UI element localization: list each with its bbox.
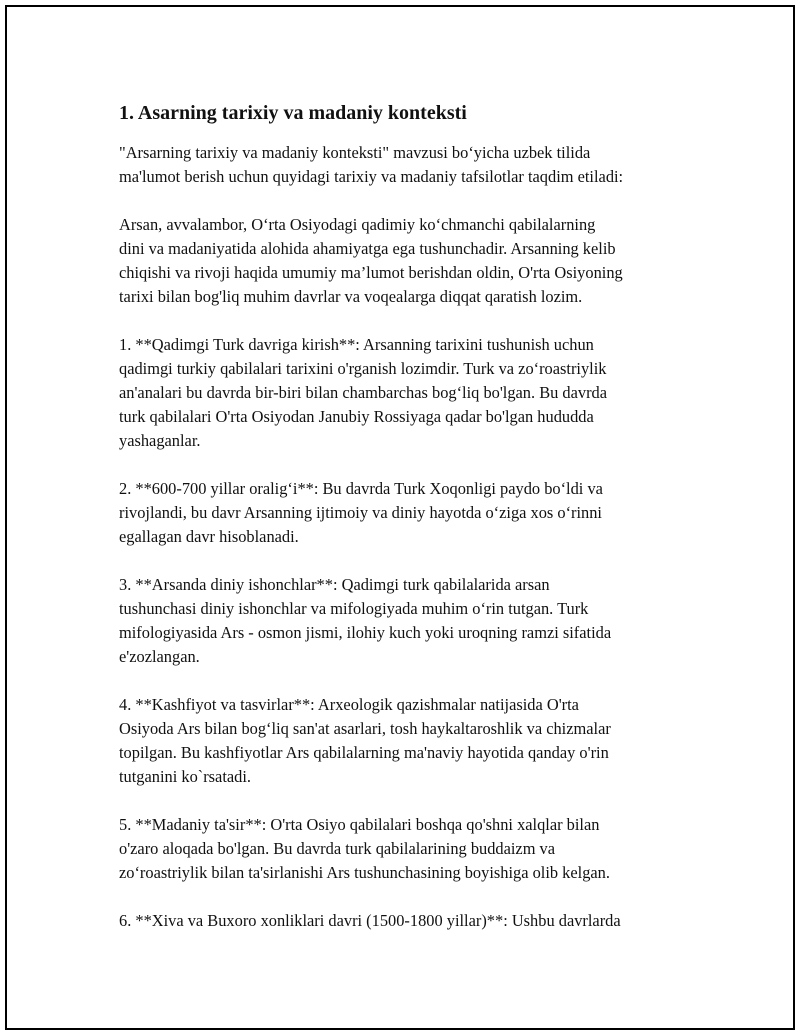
list-item-3: 3. **Arsanda diniy ishonchlar**: Qadimgi turk qabilalarida arsan tushunchasi diniy ishonchlar va mifologiyada muhim o‘rin tutgan. Turk mifologiyasida Ars - osmon jismi, ilohiy kuch yoki uroqning ramzi sifatida e'zozlangan.	[119, 575, 612, 666]
document-body	[119, 99, 719, 957]
page-frame	[5, 5, 795, 1030]
section-heading: 1. Asarning tarixiy va madaniy konteksti	[119, 102, 467, 124]
list-item-6: 6. **Xiva va Buxoro xonliklari davri (1500-1800 yillar)**: Ushbu davrlarda	[119, 911, 621, 930]
list-item-5: 5. **Madaniy ta'sir**: O'rta Osiyo qabilalari boshqa qo'shni xalqlar bilan o'zaro aloqada bo'lgan. Bu davrda turk qabilalarining buddaizm va zo‘roastriylik bilan ta'sirlanishi Ars tushunchasining boyishiga olib kelgan.	[119, 815, 610, 882]
list-item-2: 2. **600-700 yillar oralig‘i**: Bu davrda Turk Xoqonligi paydo bo‘ldi va rivojlandi, bu davr Arsanning ijtimoiy va diniy hayotda o‘ziga xos o‘rinni egallagan davr hisoblanadi.	[119, 479, 603, 546]
arsan-overview-paragraph: Arsan, avvalambor, O‘rta Osiyodagi qadimiy ko‘chmanchi qabilalarning dini va madaniyatida alohida ahamiyatga ega tushunchadir. Arsanning kelib chiqishi va rivoji haqida umumiy ma’lumot berishdan oldin, O'rta Osiyoning tarixi bilan bog'liq muhim davrlar va voqealarga diqqat qaratish lozim.	[119, 215, 623, 306]
list-item-4: 4. **Kashfiyot va tasvirlar**: Arxeologik qazishmalar natijasida O'rta Osiyoda Ars bilan bog‘liq san'at asarlari, tosh haykaltaroshlik va chizmalar topilgan. Bu kashfiyotlar Ars qabilalarning ma'naviy hayotida qanday o'rin tutganini ko`rsatadi.	[119, 695, 611, 786]
intro-paragraph: "Arsarning tarixiy va madaniy konteksti" mavzusi bo‘yicha uzbek tilida ma'lumot berish uchun quyidagi tarixiy va madaniy tafsilotlar taqdim etiladi:	[119, 143, 624, 186]
list-item-1: 1. **Qadimgi Turk davriga kirish**: Arsanning tarixini tushunish uchun qadimgi turkiy qabilalari tarixini o'rganish lozimdir. Turk va zo‘roastriylik an'analari bu davrda bir-biri bilan chambarchas bog‘liq bo'lgan. Bu davrda turk qabilalari O'rta Osiyodan Janubiy Rossiyaga qadar bo'lgan hududda yashaganlar.	[119, 335, 608, 450]
